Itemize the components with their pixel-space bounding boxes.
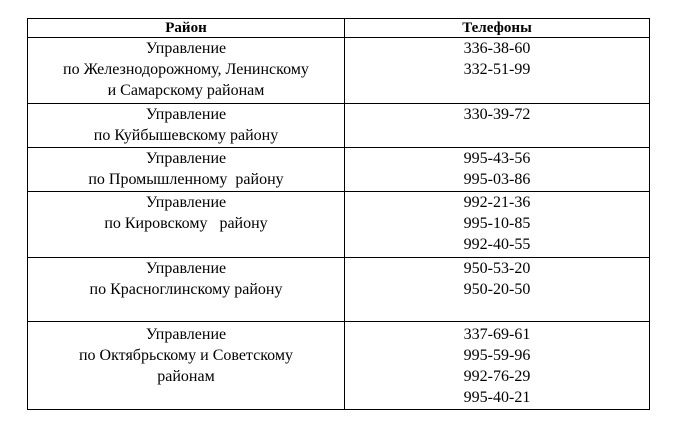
phone-number: 995-43-56 [463,150,531,167]
district-line: по Кировскому району [104,215,268,232]
phone-number: 337-69-61 [463,326,531,343]
district-cell [28,192,345,258]
phone-number: 336-38-60 [463,40,531,57]
district-line: по Октябрьскому и Советскому [78,347,293,364]
district-cell [28,322,345,410]
phone-number: 995-10-85 [463,215,531,232]
district-line: Управление [145,150,227,167]
district-cell [28,148,345,192]
district-line: Управление [145,260,227,277]
table-row [28,258,650,322]
header-district: Район [28,19,345,38]
district-cell [28,104,345,148]
district-phones-table [27,18,650,410]
table-row [28,38,650,104]
phones-cell [345,192,650,258]
phones-cell [345,258,650,322]
phones-cell [345,148,650,192]
district-line: районам [157,368,215,385]
district-line: Управление [145,194,227,211]
phone-number: 995-59-96 [463,347,531,364]
district-line: Управление [145,106,227,123]
phone-number: 332-51-99 [463,61,531,78]
phone-number: 992-40-55 [463,236,531,253]
phone-number: 995-03-86 [463,171,531,188]
district-line: по Промышленному району [88,171,284,188]
phones-cell [345,322,650,410]
table-header-row [28,19,650,38]
header-phones: Телефоны [345,19,650,38]
table-row [28,322,650,410]
table-row [28,192,650,258]
phone-number: 995-40-21 [463,389,531,406]
phones-cell [345,104,650,148]
phone-number: 950-53-20 [463,260,531,277]
phone-number: 992-76-29 [463,368,531,385]
district-line: и Самарскому районам [107,82,265,99]
table-row [28,104,650,148]
phone-number: 950-20-50 [463,281,531,298]
district-cell [28,258,345,322]
phones-cell [345,38,650,104]
table-row [28,148,650,192]
district-line: Управление [145,326,227,343]
phone-number: 330-39-72 [463,106,531,123]
district-cell [28,38,345,104]
district-line: по Железнодорожному, Ленинскому [63,61,309,78]
district-line: по Куйбышевскому району [93,127,279,144]
district-line: по Красноглинскому району [89,281,283,298]
phone-number: 992-21-36 [463,194,531,211]
district-line: Управление [145,40,227,57]
